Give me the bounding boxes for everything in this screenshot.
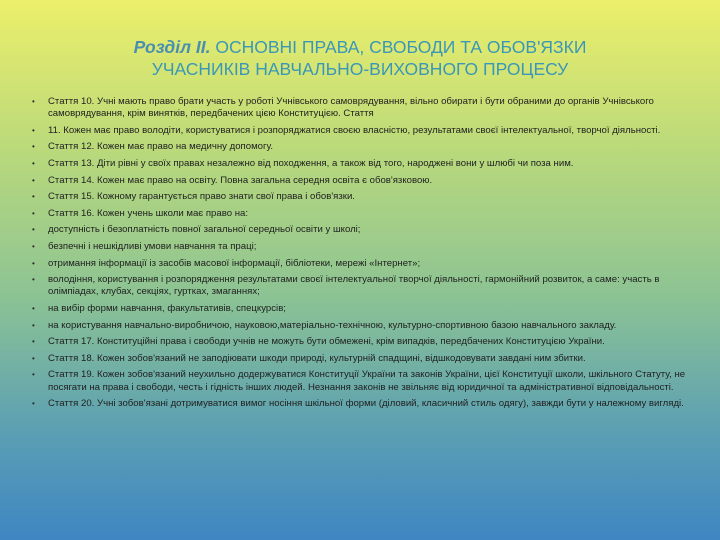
list-item	[28, 241, 700, 253]
list-item-text: Стаття 15. Кожному гарантується право знати свої права і обов'язки.	[48, 191, 355, 203]
list-item	[28, 191, 700, 203]
bullet-icon: •	[32, 158, 35, 168]
list-item-text: Стаття 14. Кожен має право на освіту. Повна загальна середня освіта є обов'язковою.	[48, 174, 433, 186]
list-item-text: на вибір форми навчання, факультативів, спецкурсів;	[48, 302, 286, 314]
bullet-icon: •	[32, 125, 35, 135]
bullet-icon: •	[32, 208, 35, 218]
list-item	[28, 369, 700, 393]
bullet-icon: •	[32, 241, 35, 251]
list-item-text: Стаття 19. Кожен зобов'язаний неухильно додержуватися Конституції України та законів України, цієї Конституції школи, шкільного Статуту, не посягати на права і свободи, честь і гідність інших людей. Незнання законів не звільняє від юридичної та адміністративної відповідальності.	[48, 369, 686, 393]
list-item-text: Стаття 13. Діти рівні у своїх правах незалежно від походження, а також від того, народжені вони у шлюбі чи поза ним.	[48, 157, 574, 169]
list-item-text: 11. Кожен має право володіти, користуватися і розпоряджатися своєю власністю, результатами своєї інтелектуальної, творчої діяльності.	[48, 124, 661, 136]
list-item	[28, 141, 700, 153]
list-item-text: Стаття 20. Учні зобов'язані дотримуватися вимог носіння шкільної форми (діловий, класичний стиль одягу), завжди бути у належному вигляді.	[48, 398, 684, 410]
list-item-text: отримання інформації із засобів масової інформації, бібліотеки, мережі «Інтернет»;	[48, 257, 421, 269]
list-item-text: володіння, користування і розпорядження результатами своєї інтелектуальної творчої діяльності, гармонійний розвиток, а саме: участь в олімпіадах, клубах, секціях, гуртках, змаганнях;	[48, 274, 660, 298]
list-item	[28, 208, 700, 220]
list-item	[28, 320, 700, 332]
list-item	[28, 274, 700, 298]
list-item	[28, 336, 700, 348]
bullet-icon: •	[32, 370, 35, 380]
bullet-icon: •	[32, 337, 35, 347]
slide-title	[40, 36, 680, 80]
list-item-text: Стаття 10. Учні мають право брати участь у роботі Учнівського самоврядування, вільно обирати і бути обраними до органів Учнівського самоврядування, крім винятків, передбачених цією Конституцією. Стаття	[48, 96, 654, 120]
list-item	[28, 224, 700, 236]
bullet-icon: •	[32, 275, 35, 285]
title-line-1: ОСНОВНІ ПРАВА, СВОБОДИ ТА ОБОВ'ЯЗКИ	[215, 37, 587, 57]
bullet-icon: •	[32, 142, 35, 152]
bullet-icon: •	[32, 399, 35, 409]
list-item	[28, 175, 700, 187]
bullet-icon: •	[32, 258, 35, 268]
bullet-icon: •	[32, 353, 35, 363]
bullet-icon: •	[32, 303, 35, 313]
bullet-icon: •	[32, 175, 35, 185]
title-line-2: УЧАСНИКІВ НАВЧАЛЬНО-ВИХОВНОГО ПРОЦЕСУ	[151, 59, 569, 79]
list-item-text: Стаття 17. Конституційні права і свободи учнів не можуть бути обмежені, крім випадків, передбачених Конституцією України.	[48, 336, 605, 348]
bullet-icon: •	[32, 225, 35, 235]
list-item	[28, 353, 700, 365]
list-item	[28, 258, 700, 270]
list-item-text: доступність і безоплатність повної загальної середньої освіти у школі;	[48, 224, 361, 236]
bullet-icon: •	[32, 320, 35, 330]
list-item	[28, 398, 700, 410]
list-item	[28, 158, 700, 170]
bullet-icon: •	[32, 192, 35, 202]
list-item-text: Стаття 16. Кожен учень школи має право на:	[48, 207, 249, 219]
list-item	[28, 303, 700, 315]
list-item-text: на користування навчально-виробничою, науковою,матеріально-технічною, культурно-спортивною базою навчального закладу.	[48, 319, 617, 331]
list-item-text: безпечні і нешкідливі умови навчання та праці;	[48, 240, 257, 252]
title-section-prefix: Розділ ІІ.	[133, 37, 211, 57]
list-item-text: Стаття 12. Кожен має право на медичну допомогу.	[48, 141, 274, 153]
bullet-icon: •	[32, 97, 35, 106]
list-item	[28, 125, 700, 137]
list-item-text: Стаття 18. Кожен зобов'язаний не заподіювати шкоди природі, культурній спадщині, відшкодовувати завдані ним збитки.	[48, 352, 586, 364]
list-item	[28, 96, 700, 120]
bullet-list	[28, 96, 700, 415]
